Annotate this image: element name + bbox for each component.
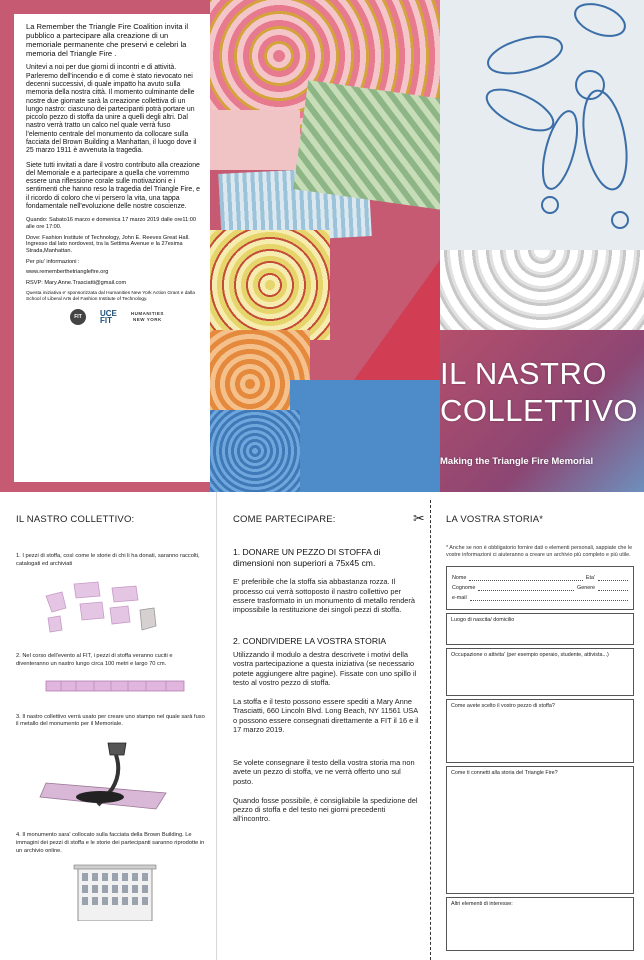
humanities-logo-line1: HUMANITIES <box>130 311 164 317</box>
gender-label: Genere <box>577 584 595 591</box>
name-field[interactable] <box>469 576 582 581</box>
share-story-heading: 2. CONDIVIDERE LA VOSTRA STORIA <box>233 636 387 647</box>
email-row <box>452 595 628 601</box>
donate-fabric-body: E' preferibile che la stoffa sia abbastanza rozza. Il processo cui verrà sottoposto il nastro collettivo per essere trasformato in un monumento di metallo renderà impossibile la restituzione dei singoli pezzi di stoffa. <box>233 577 415 615</box>
uce-logo-top: UCE <box>100 308 117 318</box>
stitched-ribbon-illustration <box>16 675 206 697</box>
process-step-1: 1. I pezzi di stoffa, così come le storie di chi li ha donati, saranno raccolti, catalogati ed archiviati <box>16 553 200 567</box>
event-when: Quando: Sabato16 marzo e domenica 17 marzo 2019 dalle ore11:00 alle ore 17:00. <box>26 217 196 230</box>
uce-logo-bottom: FIT <box>100 315 112 325</box>
panel-story-form <box>430 492 644 960</box>
triangle-fire-connection-field[interactable]: Come ti connetti alla storia del Triangle Fire? <box>446 766 634 894</box>
humanities-ny-logo <box>131 311 164 322</box>
scissors-icon: ✂ <box>413 510 425 526</box>
process-step-2: 2. Nel corso dell'evento al FIT, i pezzi di stoffa veranno cuciti e diventeranno un nastro lungo circa 100 metri e largo 70 cm. <box>16 653 173 668</box>
panel-how-to-participate <box>216 492 430 960</box>
share-story-body: Utilizzando il modulo a destra descrivete i motivi della vostra partecipazione a questa iniziativa (se necessario potete aggiungere altre pagine). Fissate con uno spillo il testo al vostro pezzo di stoffa. <box>233 650 417 687</box>
mailing-info: La stoffa e il testo possono essere spediti a Mary Anne Trasciatti, 660 Lincoln Blvd. Long Beach, NY 11561 USA o possono essere consegnati direttamente a FIT il 16 e il 17 marzo 2019. <box>233 697 419 734</box>
gender-field[interactable] <box>598 586 628 591</box>
surname-field[interactable] <box>478 586 574 591</box>
age-field[interactable] <box>598 576 628 581</box>
cover-title: IL NASTRO COLLETTIVO <box>440 356 638 429</box>
metal-casting-illustration <box>16 735 206 815</box>
cover-subtitle: Making the Triangle Fire Memorial <box>440 456 594 467</box>
humanities-logo-line2: NEW YORK <box>133 316 162 322</box>
surname-label: Cognome <box>452 584 476 591</box>
panel-process <box>0 492 216 960</box>
invite-intro: La Remember the Triangle Fire Coalition invita il pubblico a partecipare alla creazione di un memoriale permanente che preservi e celebri la memoria del Triangle Fire . <box>26 22 189 59</box>
rsvp-email[interactable]: RSVP: Mary.Anne.Trasciatti@gmail.com <box>26 280 127 287</box>
other-info-field[interactable]: Altri elementi di interesse: <box>446 897 634 951</box>
sponsor-logos <box>26 309 201 325</box>
surname-gender-row <box>452 585 628 591</box>
form-intro-note: * Anche se non è obbligatorio fornire dati o elementi personali, sappiate che le vostre informazioni ci aiuteranno a creare un archivio più completo e più utile. <box>446 545 633 559</box>
website-link[interactable]: www.rememberthetrianglefire.org <box>26 269 109 276</box>
fabric-pieces-illustration <box>16 574 206 636</box>
invite-body: Unitevi a noi per due giorni di incontri e di attività. Parleremo dell'incendio e di come è stato rievocato nei decenni successivi, di quale impatto ha avuto sulla memoria della nostra città. Il momento culminante delle nostre due giornate sarà la creazione collettiva di un lungo nastro: ciascuno dei partecipanti potrà portare un piccolo pezzo di stoffa da unire a quelli degli altri. Dal nastro verrà tratto un calco nel quale verrà fuso l'elemento centrale del monumento da collocare sulla facciata del Brown Building a Manhattan, il luogo dove il 25 marzo 1911 è avvenuta la tragedia. <box>26 64 197 155</box>
donate-fabric-heading: 1. DONARE UN PEZZO DI STOFFA di dimensioni non superiori a 75x45 cm. <box>233 547 381 568</box>
brochure-inside-spread <box>0 492 644 960</box>
fit-logo: FIT <box>70 309 86 325</box>
age-label: Eta' <box>585 574 595 581</box>
name-label: Nome <box>452 574 467 581</box>
process-step-4: 4. Il monumento sara' collocato sulla facciata della Brown Building. Le immagini dei pezzi di stoffa e le storie dei partecipanti saranno riprodotte in un archivio online. <box>16 832 205 854</box>
quilt-patch-yellow-floral <box>210 230 330 340</box>
name-age-row <box>452 575 628 581</box>
invitation-card <box>14 14 210 482</box>
panel-2-title: COME PARTECIPARE: <box>233 514 336 525</box>
panel-3-title: LA VOSTRA STORIA* <box>446 514 544 525</box>
quilt-patch-green-plaid <box>293 80 457 210</box>
brown-building-illustration <box>16 861 206 921</box>
info-label: Per piu' informazioni : <box>26 258 80 265</box>
email-label: e-mail <box>452 594 467 601</box>
personal-details-box <box>446 566 634 610</box>
event-where: Dove: Fashion Institute of Technology, John E. Reeves Great Hall. Ingresso dal lato nordovest, tra la Settima Avenue e la 27esima Strada,Manhattan. <box>26 234 190 255</box>
panel-1-title: IL NASTRO COLLETTIVO: <box>16 514 135 525</box>
no-fabric-note: Se volete consegnare il testo della vostra storia ma non avete un pezzo di stoffa, ve ne verrà offerto uno sul posto. <box>233 758 415 786</box>
email-field[interactable] <box>470 596 628 601</box>
embroidered-flower-icon <box>450 0 644 250</box>
occupation-field[interactable]: Occupazione o attivita' (per esempio operaio, studente, attivista...) <box>446 648 634 696</box>
invite-call: Siete tutti invitati a dare il vostro contributo alla creazione del Memoriale e a partecipare a quella che vorremmo essere una riflessione corale sulle motivazioni e i sentimenti che hanno reso la tragedia del Triangle Fire, e il ricordo di coloro che vi persero la vita, una tappa fondamentale nell'evoluzione delle nostre coscienze. <box>26 161 200 210</box>
advance-shipping-note: Quando fosse possibile, è consigliabile la spedizione del pezzo di stoffa e del testo nei giorni precedenti all'incontro. <box>233 795 418 824</box>
sponsor-note: Questa iniziativa e' sponsorizzata dal Humanities New York Action Grant e dalla School of Liberal Arts del Fashion Institute of Technology. <box>26 290 195 302</box>
quilt-patch-pink <box>210 110 300 170</box>
process-step-3: 3. Il nastro collettivo verrà usato per creare uno stampo nel quale sarà fuso il metallo del monumento per il Memoriale. <box>16 713 205 728</box>
fabric-choice-field[interactable]: Come avete scelto il vostro pezzo di stoffa? <box>446 699 634 763</box>
quilt-lace-border <box>440 250 644 330</box>
quilt-patch-blue-dots <box>210 410 300 492</box>
uce-fit-logo <box>100 310 117 324</box>
birthplace-field[interactable]: Luogo di nascita/ domicilio <box>446 613 634 645</box>
